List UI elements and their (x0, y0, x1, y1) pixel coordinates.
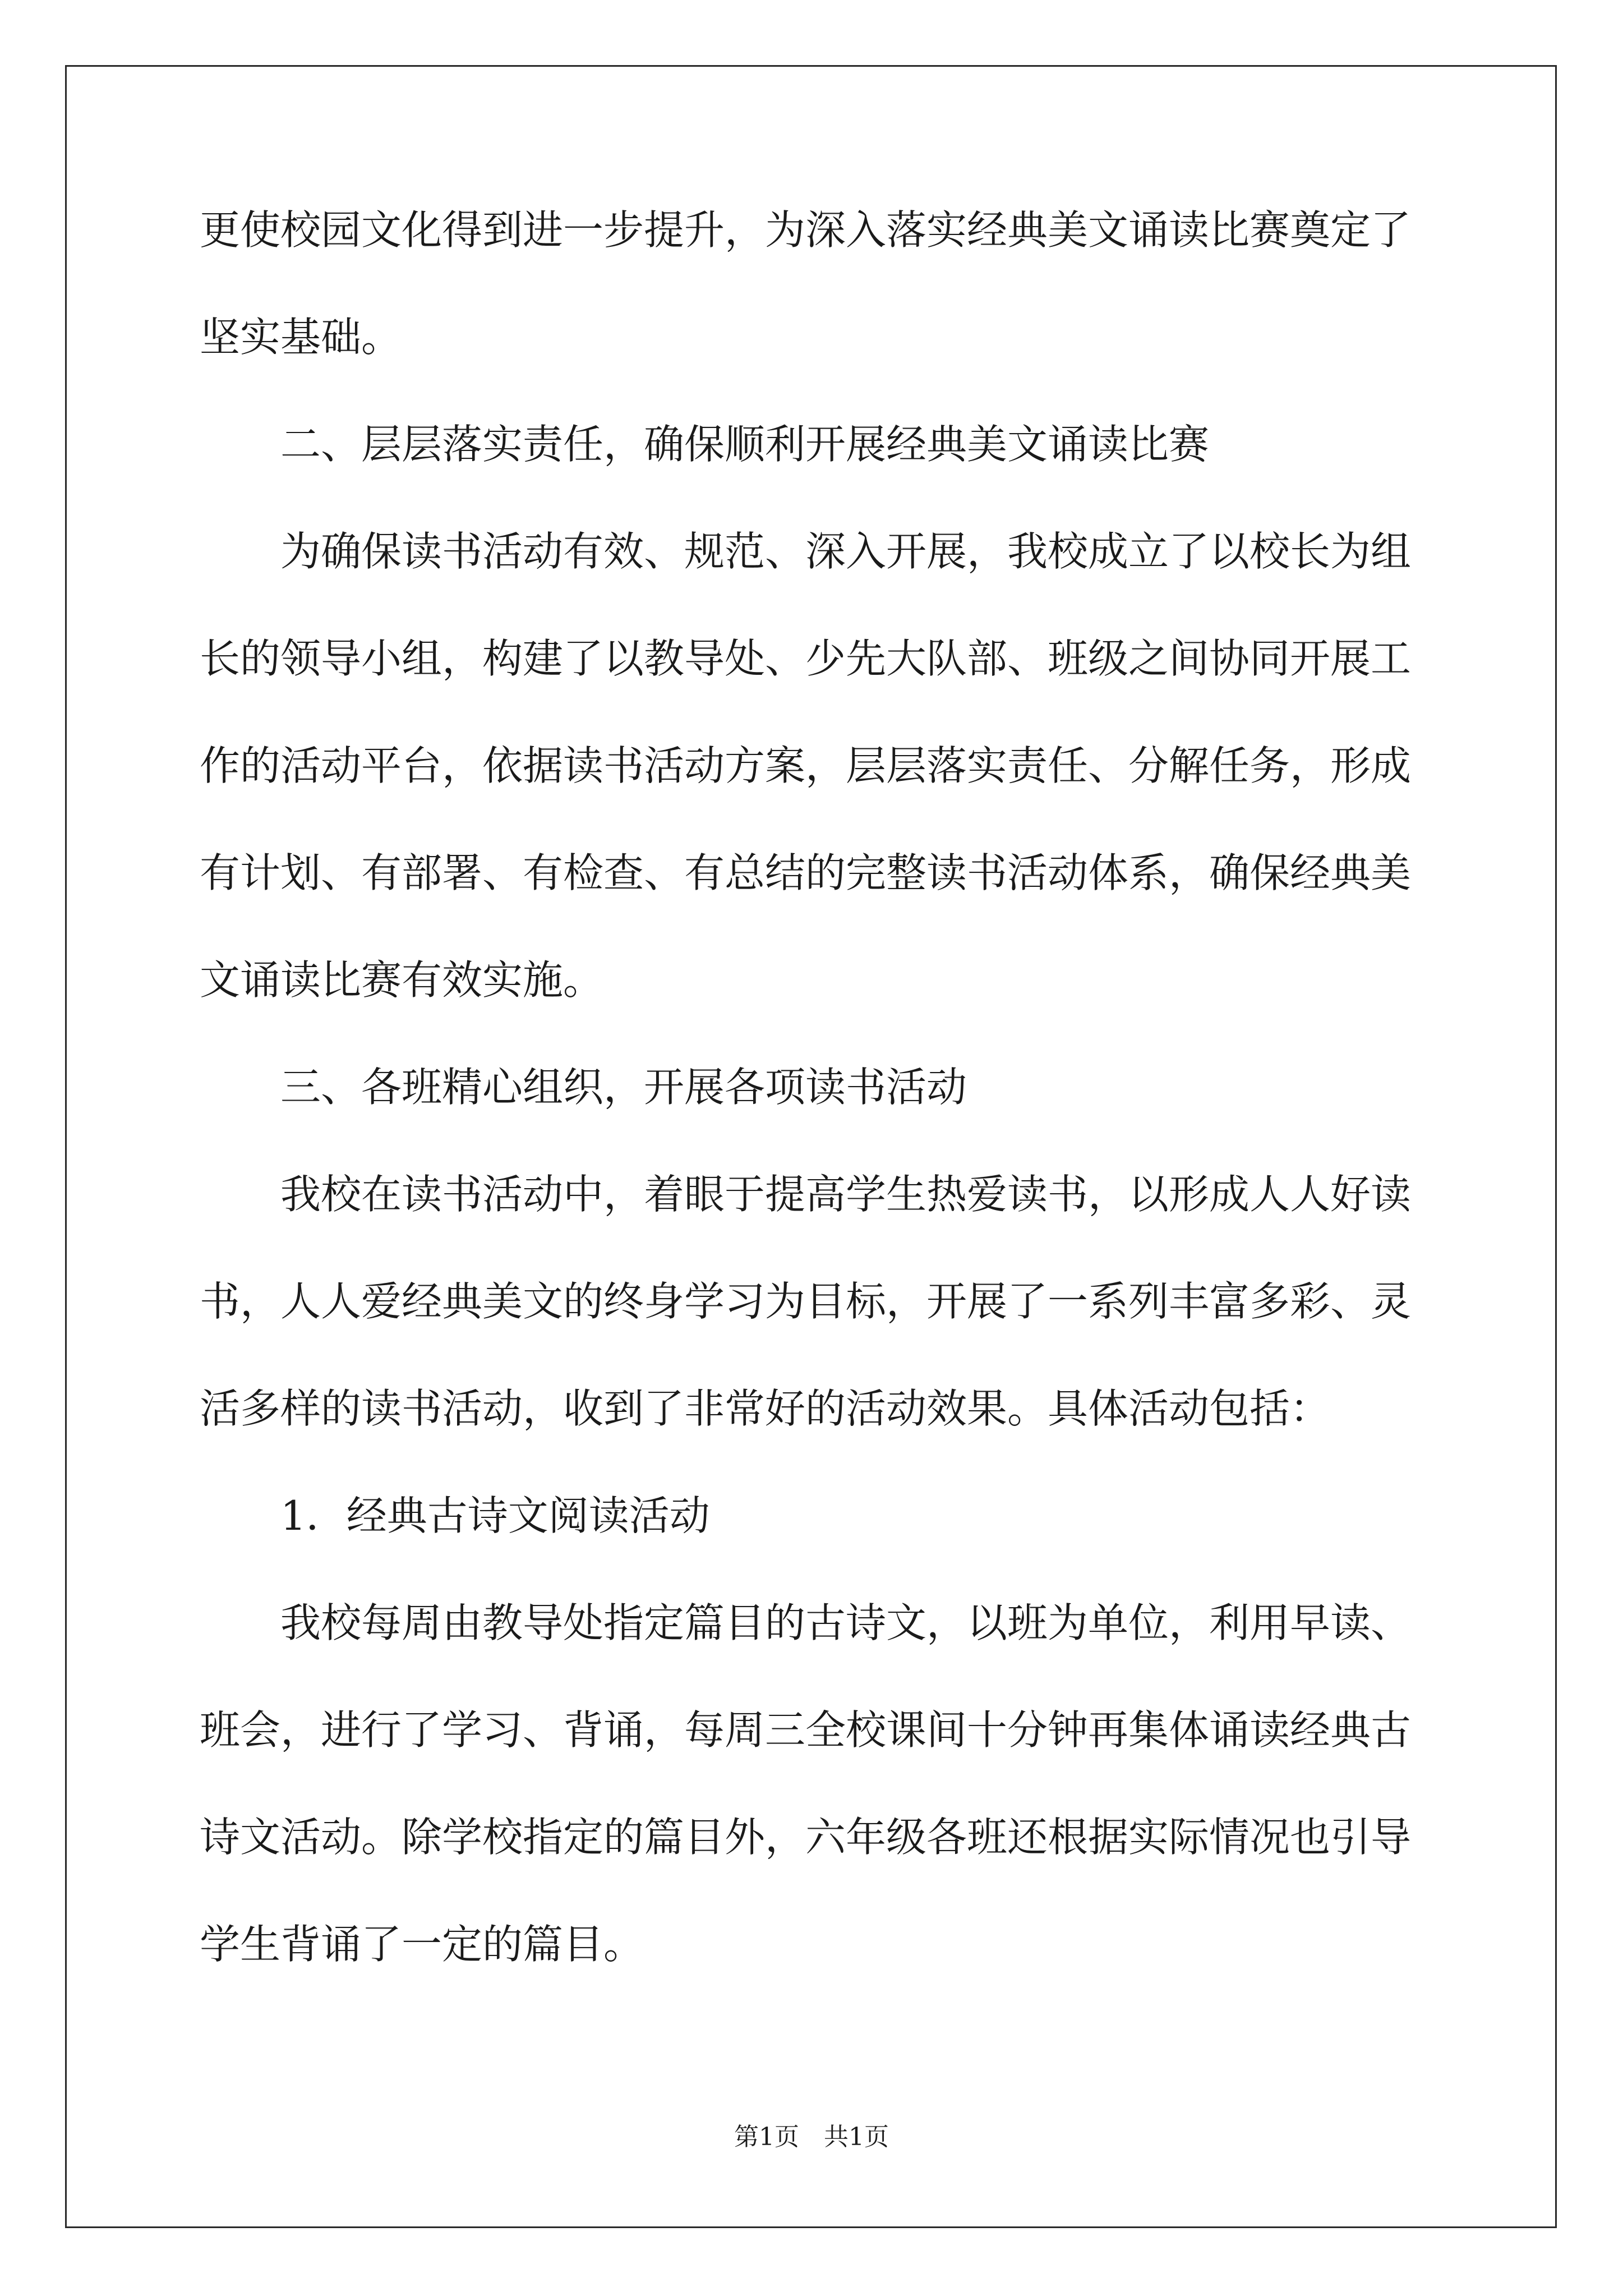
text-line: 我校在读书活动中，着眼于提高学生热爱读书，以形成人人好读 (280, 1171, 1412, 1218)
text-line: 坚实基础。 (200, 314, 402, 361)
text-line: 班会，进行了学习、背诵，每周三全校课间十分钟再集体诵读经典古 (200, 1706, 1412, 1754)
text-line: 长的领导小组，构建了以教导处、少先大队部、班级之间协同开展工 (200, 635, 1412, 682)
text-line: 为确保读书活动有效、规范、深入开展，我校成立了以校长为组 (280, 528, 1412, 575)
page-footer: 第1页 共1页 (734, 2123, 889, 2151)
text-line: 诗文活动。除学校指定的篇目外，六年级各班还根据实际情况也引导 (200, 1814, 1412, 1861)
text-line: 1．经典古诗文阅读活动 (280, 1492, 710, 1539)
text-line: 学生背诵了一定的篇目。 (200, 1921, 644, 1968)
text-line: 活多样的读书活动，收到了非常好的活动效果。具体活动包括： (200, 1385, 1331, 1432)
text-line: 二、层层落实责任，确保顺利开展经典美文诵读比赛 (280, 421, 1210, 468)
text-line: 文诵读比赛有效实施。 (200, 956, 604, 1004)
text-line: 作的活动平台，依据读书活动方案，层层落实责任、分解任务，形成 (200, 742, 1412, 789)
text-line: 我校每周由教导处指定篇目的古诗文，以班为单位，利用早读、 (280, 1599, 1412, 1646)
text-line: 书，人人爱经典美文的终身学习为目标，开展了一系列丰富多彩、灵 (200, 1278, 1412, 1325)
page-frame (65, 65, 1557, 2228)
text-line: 三、各班精心组织，开展各项读书活动 (280, 1064, 967, 1111)
text-line: 有计划、有部署、有检查、有总结的完整读书活动体系，确保经典美 (200, 849, 1412, 896)
text-line: 更使校园文化得到进一步提升，为深入落实经典美文诵读比赛奠定了 (200, 206, 1412, 254)
